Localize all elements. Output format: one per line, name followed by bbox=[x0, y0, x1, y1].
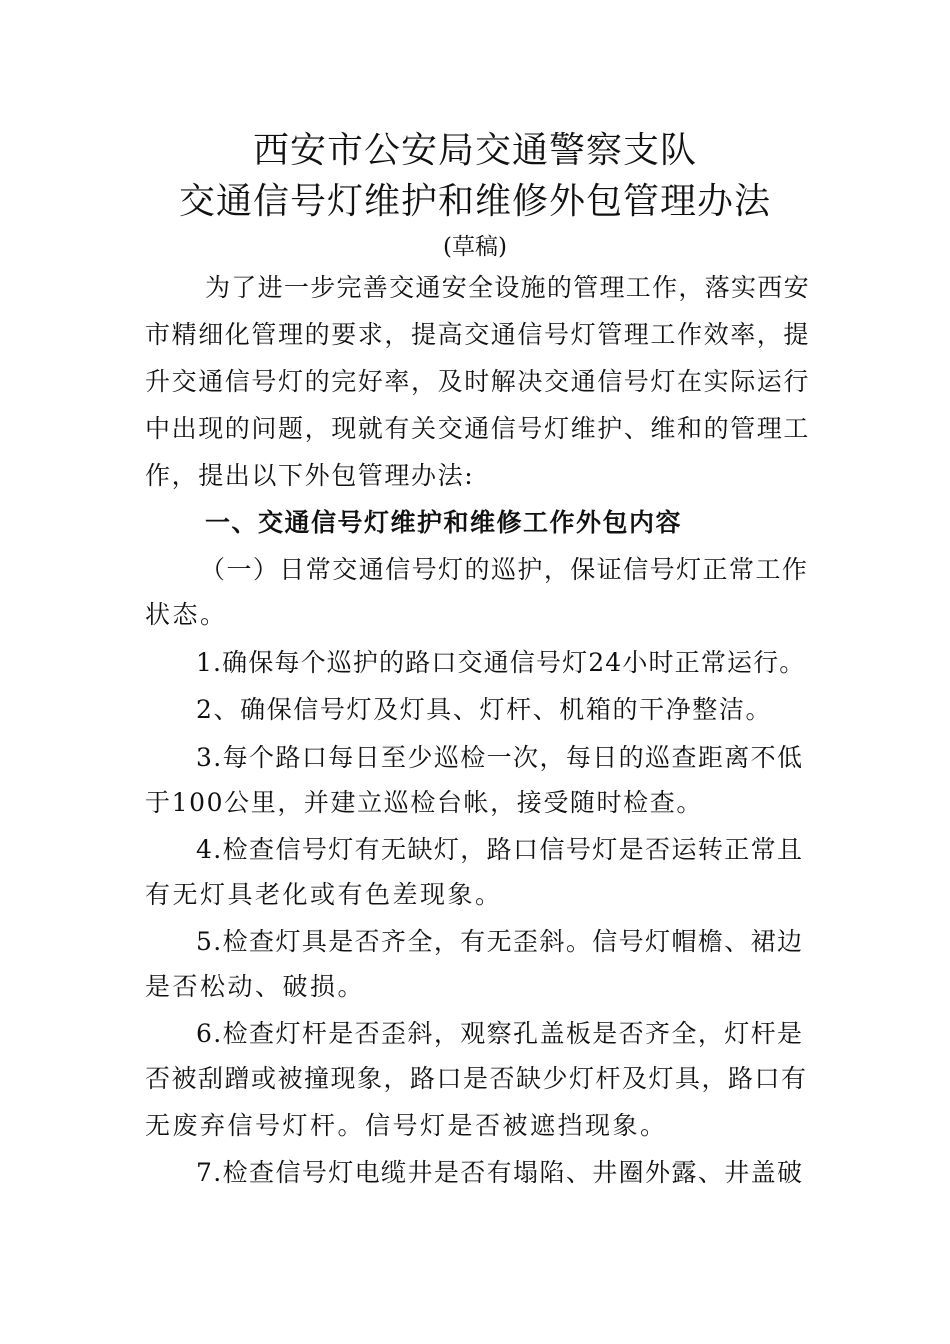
list-item-continuation: 有无灯具老化或有色差现象。 bbox=[145, 880, 503, 909]
paragraph-line: 作，提出以下外包管理办法: bbox=[145, 461, 475, 490]
paragraph-line: 中出现的问题，现就有关交通信号灯维护、维和的管理工 bbox=[145, 414, 811, 443]
list-item: 6.检查灯杆是否歪斜，观察孔盖板是否齐全，灯杆是 bbox=[196, 1019, 804, 1048]
list-item-continuation: 否被刮蹭或被撞现象，路口是否缺少灯杆及灯具，路口有 bbox=[145, 1064, 808, 1093]
paragraph-line: （一）日常交通信号灯的巡护，保证信号灯正常工作 bbox=[200, 555, 809, 584]
list-item-continuation: 是否松动、破损。 bbox=[145, 972, 366, 1001]
list-item: 2、确保信号灯及灯具、灯杆、机箱的干净整洁。 bbox=[196, 695, 773, 724]
document-title-line-1: 西安市公安局交通警察支队 bbox=[252, 130, 697, 171]
document-subtitle: (草稿) bbox=[443, 234, 507, 260]
document-title-line-2: 交通信号灯维护和维修外包管理办法 bbox=[178, 181, 771, 222]
list-item: 5.检查灯具是否齐全，有无歪斜。信号灯帽檐、裙边 bbox=[196, 927, 804, 956]
section-heading: 一、交通信号灯维护和维修工作外包内容 bbox=[205, 508, 683, 537]
paragraph-line: 市精细化管理的要求，提高交通信号灯管理工作效率，提 bbox=[145, 320, 811, 349]
paragraph-line: 升交通信号灯的完好率，及时解决交通信号灯在实际运行 bbox=[145, 367, 811, 396]
paragraph-line: 为了进一步完善交通安全设施的管理工作，落实西安 bbox=[205, 273, 810, 302]
list-item-continuation: 无废弃信号灯杆。信号灯是否被遮挡现象。 bbox=[145, 1111, 668, 1140]
list-item: 4.检查信号灯有无缺灯，路口信号灯是否运转正常且 bbox=[196, 835, 804, 864]
list-item-continuation: 于100公里，并建立巡检台帐，接受随时检查。 bbox=[145, 788, 703, 817]
paragraph-line: 状态。 bbox=[145, 600, 228, 629]
list-item: 7.检查信号灯电缆井是否有塌陷、井圈外露、井盖破 bbox=[196, 1158, 804, 1187]
list-item: 3.每个路口每日至少巡检一次，每日的巡查距离不低 bbox=[196, 743, 804, 772]
list-item: 1.确保每个巡护的路口交通信号灯24小时正常运行。 bbox=[196, 648, 806, 677]
